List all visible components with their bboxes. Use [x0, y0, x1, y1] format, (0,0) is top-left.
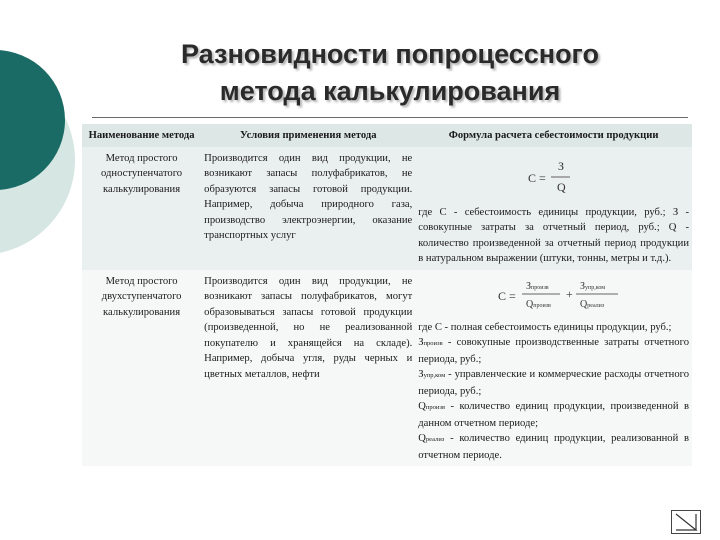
header-formula: Формула расчета себестоимости продукции: [415, 124, 692, 147]
conditions-cell: Производится один вид продукции, не возникают запасы полуфабрикатов, могут образовываться запасы готовой продукции (произведенной, но не реализованной покупателю и хранящейся на складе). Например, добыча угля, руды черных и цветных металлов, нефти: [201, 270, 415, 467]
title-divider: [92, 117, 688, 118]
formula-lhs: C =: [528, 170, 547, 185]
term2-numerator: Зупр,ком: [580, 280, 606, 292]
header-conditions: Условия применения метода: [201, 124, 415, 147]
term1-denominator: Qпроизв: [526, 298, 552, 310]
page-title: [90, 36, 690, 110]
explanation-line: где С - полная себестоимость единицы продукции, руб.;: [418, 321, 672, 333]
title-line-1: Разновидности попроцессного: [181, 39, 599, 69]
formula-simple: [418, 153, 678, 201]
formula-cell: [415, 147, 692, 270]
term2-denominator: Qреализ: [580, 298, 605, 310]
header-method-name: Наименование метода: [82, 124, 201, 147]
title-line-2: метода калькулирования: [219, 76, 561, 106]
explanation-q-sold: Qреализ - количество единиц продукции, реализованной в отчетном периоде.: [418, 433, 689, 461]
table-row: [82, 147, 692, 270]
table-header-row: [82, 124, 692, 147]
decorative-circles: [0, 0, 80, 300]
table-row: [82, 270, 692, 467]
formula-plus: +: [566, 286, 574, 301]
conditions-cell: Производится один вид продукции, не возникают запасы полуфабрикатов, не образуются запасы готовой продукции. Например, добыча природного газа, производство электроэнергии, оказание транспортных услуг: [201, 147, 415, 270]
term1-numerator: Зпроизв: [526, 280, 549, 292]
formula-explanation: где С - себестоимость единицы продукции, руб.; З - совокупные затраты за отчетный период, руб.; Q - количество произведенной за отчетный период продукции в натуральном выражении (штуки, тонны, метры и т.д.).: [418, 206, 689, 264]
formula-numerator: З: [558, 158, 565, 173]
methods-table: [82, 124, 692, 466]
slide-nav-button[interactable]: [671, 510, 701, 534]
explanation-z-prod: Зпроизв - совокупные производственные затраты отчетного периода, руб.;: [418, 337, 689, 365]
formula-lhs: C =: [498, 288, 517, 303]
return-arrow-icon: [672, 511, 700, 533]
method-name-cell: Метод простого двухступенчатого калькулирования: [82, 270, 201, 467]
formula-cell: [415, 270, 692, 467]
method-name-cell: Метод простого одноступенчатого калькулирования: [82, 147, 201, 270]
formula-two-stage: [418, 276, 678, 316]
explanation-q-prod: Qпроизв - количество единиц продукции, произведенной в данном отчетном периоде;: [418, 401, 689, 429]
explanation-z-mgmt: Зупр,ком - управленческие и коммерческие расходы отчетного периода, руб.;: [418, 369, 689, 397]
formula-denominator: Q: [557, 179, 566, 194]
